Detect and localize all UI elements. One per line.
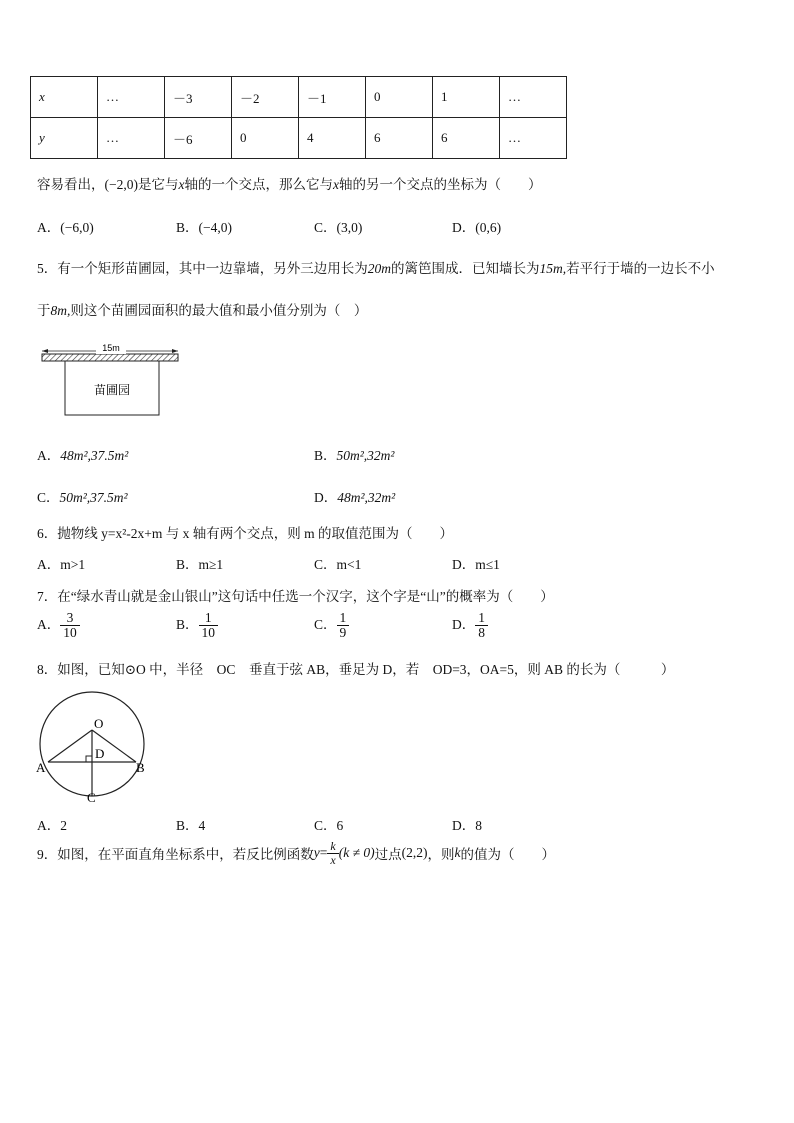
numerator: k xyxy=(327,840,338,854)
fraction xyxy=(60,611,80,640)
denominator: 10 xyxy=(63,625,77,641)
q7-option-c xyxy=(314,611,349,640)
option-value: (3,0) xyxy=(336,220,363,235)
option-label: B． xyxy=(176,616,199,632)
q9-condition: (k ≠ 0) xyxy=(338,845,375,861)
q5-length: 20m xyxy=(367,261,391,276)
q5-option-a xyxy=(37,444,128,464)
option-label: A． xyxy=(37,616,61,632)
q4-axis: x xyxy=(332,177,339,192)
option-label: D． xyxy=(452,616,476,632)
q4-option-d xyxy=(452,216,501,236)
option-label: B． xyxy=(314,448,337,463)
option-value: (−6,0) xyxy=(60,220,94,235)
q4-text: 是它与 xyxy=(137,177,179,192)
q8-option-c: C．6 xyxy=(314,818,344,833)
label-a: A xyxy=(36,760,46,775)
option-value: (0,6) xyxy=(475,220,502,235)
q4-axis: x xyxy=(178,177,185,192)
q5-text: 若平行于墙的一边长不小 xyxy=(566,261,715,276)
option-value: 50m²,37.5m² xyxy=(59,490,128,505)
q9-point: (2,2) xyxy=(401,845,428,861)
denominator: x xyxy=(330,852,336,867)
q4-text: 轴的另一个交点的坐标为（ ） xyxy=(338,177,542,192)
q4-point: (−2,0) xyxy=(104,177,138,192)
q4-text: 容易看出， xyxy=(37,177,105,192)
table-cell: … xyxy=(500,77,567,118)
q8-stem: 8．如图，已知⊙O 中，半径 OC 垂直于弦 AB，垂足为 D，若 OD=3，OA=5，则 AB 的长为（ ） xyxy=(37,662,675,677)
q5-text: 5．有一个矩形苗圃园，其中一边靠墙，另外三边用长为 xyxy=(37,261,368,276)
q9-equals: = xyxy=(319,845,328,861)
garden-label: 苗圃园 xyxy=(93,383,131,397)
option-value: 50m²,32m² xyxy=(336,448,395,463)
xy-table xyxy=(30,76,567,159)
q6-option-a: A．m>1 xyxy=(37,557,86,572)
q7-option-d xyxy=(452,611,488,640)
table-cell: 6 xyxy=(433,118,500,159)
q5-stem-line2 xyxy=(37,299,367,319)
q7-stem: 7．在“绿水青山就是金山银山”这句话中任选一个汉字，这个字是“山”的概率为（ ） xyxy=(37,589,554,604)
q9-text: ，则 xyxy=(427,847,455,863)
table-cell: … xyxy=(98,77,165,118)
table-cell: －1 xyxy=(299,77,366,118)
option-value: (−4,0) xyxy=(198,220,232,235)
q9-text: 9．如图，在平面直角坐标系中，若反比例函数 xyxy=(37,847,314,863)
label-d: D xyxy=(95,746,105,761)
q8-option-d: D．8 xyxy=(452,818,482,833)
option-value: 48m²,32m² xyxy=(337,490,396,505)
q7-option-b xyxy=(176,611,218,640)
table-cell: x xyxy=(31,77,98,118)
option-label: A． xyxy=(37,448,61,463)
table-cell: 1 xyxy=(433,77,500,118)
q5-text: 的篱笆围成．已知墙长为 xyxy=(391,261,540,276)
q9-var-y: y xyxy=(313,845,320,861)
q9-text: 过点 xyxy=(374,847,402,863)
table-row xyxy=(31,118,567,159)
table-cell: －2 xyxy=(232,77,299,118)
table-cell: 4 xyxy=(299,118,366,159)
table-cell: y xyxy=(31,118,98,159)
q7-option-a xyxy=(37,611,80,640)
q6-option-d: D．m≤1 xyxy=(452,557,500,572)
q9-fraction xyxy=(327,840,338,866)
q4-option-b xyxy=(176,216,232,236)
q5-min: 8m, xyxy=(50,303,71,318)
option-label: C． xyxy=(37,490,60,505)
denominator: 9 xyxy=(339,625,347,641)
q4-option-a xyxy=(37,216,94,236)
q8-option-b: B．4 xyxy=(176,818,206,833)
numerator: 1 xyxy=(475,611,488,626)
option-label: B． xyxy=(176,220,199,235)
q8-option-a: A．2 xyxy=(37,818,67,833)
table-cell: 6 xyxy=(366,118,433,159)
table-cell: －6 xyxy=(165,118,232,159)
q5-text: 则这个苗圃园面积的最大值和最小值分别为（ ） xyxy=(70,303,368,318)
fraction xyxy=(475,611,488,640)
q4-option-c xyxy=(314,216,362,236)
garden-figure xyxy=(36,340,186,422)
table-cell: … xyxy=(98,118,165,159)
table-cell: －3 xyxy=(165,77,232,118)
right-angle-mark xyxy=(86,756,92,762)
numerator: 1 xyxy=(199,611,219,626)
arrow-left-icon xyxy=(42,349,48,353)
q9-stem xyxy=(37,840,555,866)
option-label: D． xyxy=(452,220,476,235)
fraction xyxy=(199,611,219,640)
q4-text: 轴的一个交点，那么它与 xyxy=(184,177,333,192)
q9-text: 的值为（ ） xyxy=(460,847,555,863)
wall-length-label: 15m xyxy=(102,343,120,353)
option-label: C． xyxy=(314,220,337,235)
table-cell: 0 xyxy=(366,77,433,118)
q6-stem: 6．抛物线 y=x²-2x+m 与 x 轴有两个交点，则 m 的取值范围为（ ） xyxy=(37,526,454,541)
denominator: 8 xyxy=(478,625,485,641)
table-cell: 0 xyxy=(232,118,299,159)
label-o: O xyxy=(94,716,104,731)
option-label: A． xyxy=(37,220,61,235)
option-label: D． xyxy=(314,490,338,505)
arrow-right-icon xyxy=(172,349,178,353)
q5-option-c xyxy=(37,486,128,506)
q6-option-b: B．m≥1 xyxy=(176,557,224,572)
q4-stem xyxy=(37,173,541,193)
option-label: C． xyxy=(314,616,337,632)
fraction xyxy=(337,611,350,640)
numerator: 3 xyxy=(60,611,80,626)
q5-option-b xyxy=(314,444,394,464)
table-row xyxy=(31,77,567,118)
denominator: 10 xyxy=(201,625,216,641)
numerator: 1 xyxy=(337,611,350,626)
q5-option-d xyxy=(314,486,395,506)
wall-shape xyxy=(42,354,178,361)
q5-wall: 15m, xyxy=(539,261,567,276)
q5-text: 于 xyxy=(37,303,51,318)
table-cell: … xyxy=(500,118,567,159)
label-c: C xyxy=(87,790,96,805)
circle-figure xyxy=(32,684,156,808)
q5-stem-line1 xyxy=(37,257,715,277)
label-b: B xyxy=(136,760,145,775)
option-value: 48m²,37.5m² xyxy=(60,448,129,463)
q6-option-c: C．m<1 xyxy=(314,557,362,572)
segment-oa xyxy=(48,730,92,762)
q9-var-k: k xyxy=(454,845,461,861)
